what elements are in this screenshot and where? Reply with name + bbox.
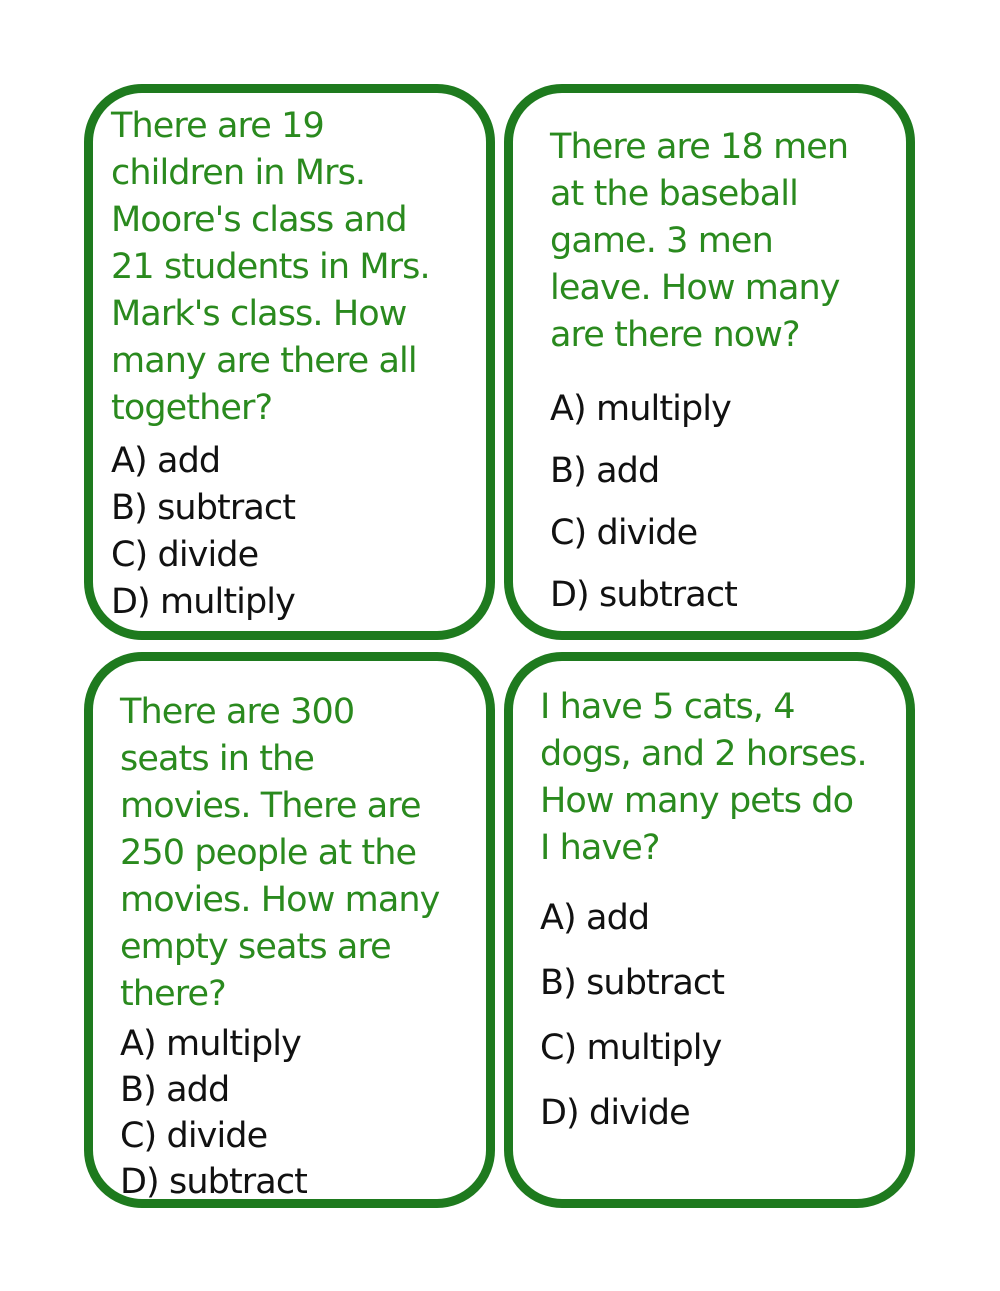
option-b[interactable]: B) subtract [540, 963, 725, 1003]
question-card-2 [504, 84, 915, 640]
question-text: There are 300 seats in the movies. There are 250 people at the movies. How many empty seats are there? [120, 692, 440, 1014]
option-c[interactable]: C) divide [120, 1116, 268, 1156]
option-a[interactable]: A) multiply [550, 389, 731, 429]
option-a[interactable]: A) add [111, 441, 221, 481]
question-text: There are 18 men at the baseball game. 3 men leave. How many are there now? [550, 127, 849, 355]
option-c[interactable]: C) multiply [540, 1028, 722, 1068]
question-text: There are 19 children in Mrs. Moore's class and 21 students in Mrs. Mark's class. How many are there all together? [111, 106, 430, 428]
option-d[interactable]: D) subtract [550, 575, 737, 615]
answer-options [111, 438, 295, 626]
option-c[interactable]: C) divide [550, 513, 698, 553]
option-b[interactable]: B) subtract [111, 488, 296, 528]
option-b[interactable]: B) add [120, 1070, 230, 1110]
option-d[interactable]: D) divide [540, 1093, 690, 1133]
answer-options [550, 378, 737, 626]
question-card-4 [504, 652, 915, 1208]
option-b[interactable]: B) add [550, 451, 660, 491]
option-a[interactable]: A) add [540, 898, 650, 938]
option-a[interactable]: A) multiply [120, 1024, 301, 1064]
option-d[interactable]: D) multiply [111, 582, 295, 622]
option-c[interactable]: C) divide [111, 535, 259, 575]
answer-options [540, 886, 724, 1146]
question-card-3 [84, 652, 495, 1208]
question-card-1 [84, 84, 495, 640]
answer-options [120, 1021, 307, 1205]
question-text: I have 5 cats, 4 dogs, and 2 horses. How many pets do I have? [540, 687, 867, 868]
option-d[interactable]: D) subtract [120, 1162, 307, 1202]
